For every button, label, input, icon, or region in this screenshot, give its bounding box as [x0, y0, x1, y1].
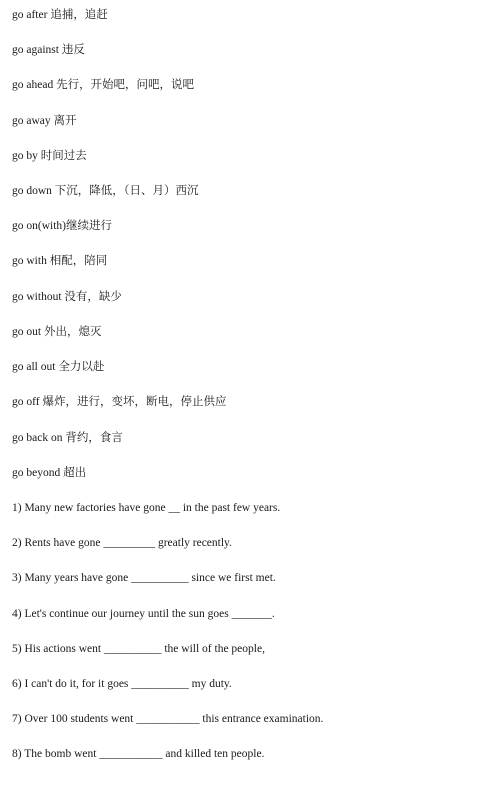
phrase-go-against: go against 违反	[12, 44, 85, 56]
exercise-4: 4) Let's continue our journey until the sun goes _______.	[12, 608, 275, 620]
phrase-go-by: go by 时间过去	[12, 150, 87, 162]
exercise-2: 2) Rents have gone _________ greatly recently.	[12, 537, 232, 549]
phrase-go-all-out: go all out 全力以赴	[12, 361, 105, 373]
exercise-5: 5) His actions went __________ the will of the people,	[12, 643, 265, 655]
exercise-8: 8) The bomb went ___________ and killed ten people.	[12, 748, 265, 760]
phrase-go-on-with: go on(with)继续进行	[12, 220, 112, 232]
phrase-go-without: go without 没有，缺少	[12, 291, 122, 303]
phrase-go-beyond: go beyond 超出	[12, 467, 87, 479]
phrase-go-out: go out 外出，熄灭	[12, 326, 102, 338]
phrase-go-ahead: go ahead 先行，开始吧，问吧，说吧	[12, 79, 195, 91]
phrase-go-after: go after 追捕，追赶	[12, 9, 108, 21]
phrase-go-away: go away 离开	[12, 115, 77, 127]
exercise-6: 6) I can't do it, for it goes __________ my duty.	[12, 678, 232, 690]
phrase-go-down: go down 下沉，降低，（日、月）西沉	[12, 185, 199, 197]
exercise-1: 1) Many new factories have gone __ in the past few years.	[12, 502, 281, 514]
phrase-go-off: go off 爆炸，进行，变坏，断电，停止供应	[12, 396, 227, 408]
phrase-go-with: go with 相配，陪同	[12, 255, 108, 267]
exercise-3: 3) Many years have gone __________ since we first met.	[12, 572, 276, 584]
exercise-7: 7) Over 100 students went ___________ this entrance examination.	[12, 713, 324, 725]
phrase-go-back-on: go back on 背约，食言	[12, 432, 123, 444]
